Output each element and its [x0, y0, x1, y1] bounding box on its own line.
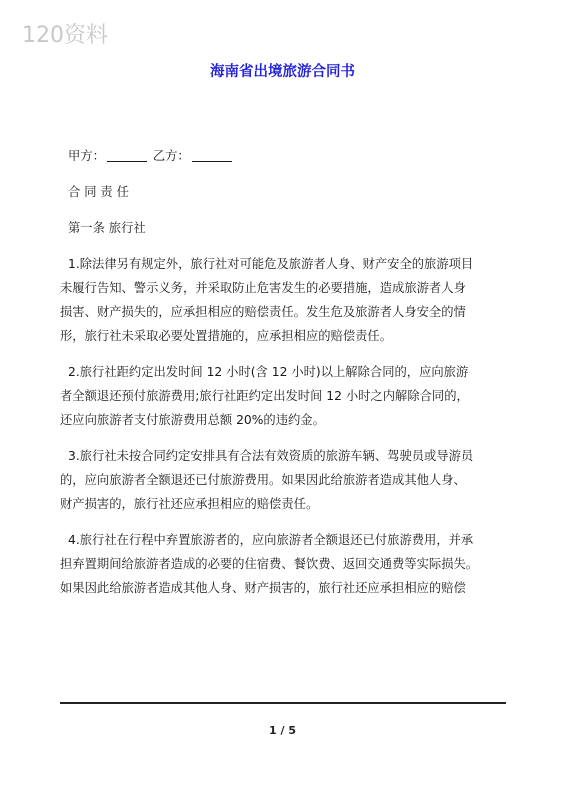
clause-line: 形，旅行社未采取必要处置措施的，应承担相应的赔偿责任。	[60, 329, 393, 343]
clause-3	[60, 444, 510, 516]
party-a-label: 甲方：	[68, 149, 105, 163]
page-number: 1 / 5	[269, 724, 296, 737]
watermark: 120资料	[22, 23, 108, 48]
section-heading: 合 同 责 任	[68, 185, 129, 199]
clause-4	[60, 528, 510, 600]
clause-line: 4.旅行社在行程中弃置旅游者的，应向旅游者全额退还已付旅游费用，并承	[68, 533, 474, 547]
footer-rule	[60, 702, 506, 704]
clause-line: 财产损害的，旅行社还应承担相应的赔偿责任。	[60, 497, 319, 511]
clause-2	[60, 360, 510, 432]
article-heading: 第一条 旅行社	[68, 221, 146, 235]
clause-line: 3.旅行社未按合同约定安排具有合法有效资质的旅游车辆、驾驶员或导游员	[68, 449, 474, 463]
clause-line: 的，应向旅游者全额退还已付旅游费用。如果因此给旅游者造成其他人身、	[60, 473, 466, 487]
party-a-blank	[107, 147, 147, 162]
parties-line	[60, 144, 510, 168]
clause-line: 者全额退还预付旅游费用;旅行社距约定出发时间 12 小时之内解除合同的，	[60, 389, 469, 403]
clause-line: 担弃置期间给旅游者造成的必要的住宿费、餐饮费、返回交通费等实际损失。	[60, 557, 479, 571]
document-title: 海南省出境旅游合同书	[210, 64, 355, 80]
party-b-blank	[192, 147, 232, 162]
document-body	[60, 144, 510, 600]
clause-line: 2.旅行社距约定出发时间 12 小时(含 12 小时)以上解除合同的，应向旅游	[68, 365, 469, 379]
clause-line: 损害、财产损失的，应承担相应的赔偿责任。发生危及旅游者人身安全的情	[60, 305, 466, 319]
clause-line: 未履行告知、警示义务，并采取防止危害发生的必要措施，造成旅游者人身	[60, 281, 466, 295]
clause-1	[60, 252, 510, 348]
clause-line: 还应向旅游者支付旅游费用总额 20%的违约金。	[60, 413, 325, 427]
clause-line: 如果因此给旅游者造成其他人身、财产损害的，旅行社还应承担相应的赔偿	[60, 581, 466, 595]
clause-line: 1.除法律另有规定外，旅行社对可能危及旅游者人身、财产安全的旅游项目	[68, 257, 474, 271]
party-b-label: 乙方：	[152, 149, 190, 163]
